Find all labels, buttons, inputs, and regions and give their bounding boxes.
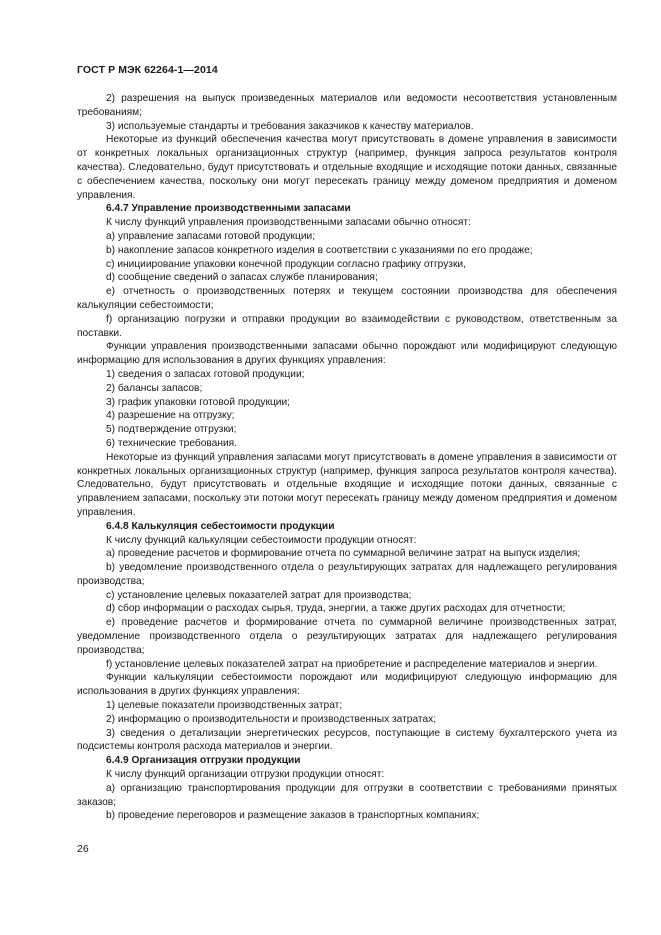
document-header: ГОСТ Р МЭК 62264-1—2014 [77, 64, 218, 76]
document-body [77, 92, 617, 823]
page-number: 26 [77, 843, 89, 855]
paragraph: К числу функций управления производственными запасами обычно относят: [106, 217, 471, 229]
paragraph: a) управление запасами готовой продукции; [106, 230, 316, 242]
paragraph: 4) разрешение на отгрузку; [106, 410, 235, 422]
paragraph: 1) целевые показатели производственных затрат; [106, 700, 343, 712]
paragraph: 3) график упаковки готовой продукции; [106, 396, 291, 408]
paragraph: c) инициирование упаковки конечной продукции согласно графику отгрузки, [106, 258, 466, 270]
paragraph: 3) используемые стандарты и требования заказчиков к качеству материалов. [106, 120, 474, 132]
paragraph: 2) разрешения на выпуск произведенных материалов или ведомости несоответствия установленным требованиям; [77, 93, 617, 118]
paragraph: b) проведение переговоров и размещение заказов в транспортных компаниях; [106, 810, 480, 822]
paragraph: Функции управления производственными запасами обычно порождают или модифицируют следующую информацию для использования в других функциях управления: [77, 341, 617, 367]
paragraph: 2) балансы запасов; [106, 382, 203, 394]
paragraph: e) отчетность о производственных потерях и текущем состоянии производства для обеспечения калькуляции себестоимости; [77, 286, 617, 311]
paragraph: d) сообщение сведений о запасах службе планирования; [106, 272, 378, 284]
paragraph: f) установление целевых показателей затрат на приобретение и распределение материалов и энергии. [106, 658, 598, 670]
paragraph: Некоторые из функций обеспечения качества могут присутствовать в домене управления в зависимости от конкретных локальных организационных структур (например, функция запроса результатов контроля качества). Следовательно, будут присутствовать и отдельные входящие и исходящие потоки данных, связанные с обеспечением качества, поскольку они могут пересекать границу между доменом предприятия и доменом управления. [77, 134, 617, 201]
paragraph: c) установление целевых показателей затрат для производства; [106, 589, 412, 601]
section-heading: 6.4.9 Организация отгрузки продукции [106, 755, 301, 767]
paragraph: Функции калькуляции себестоимости порождают или модифицируют следующую информацию для использования в других функциях управления: [77, 672, 617, 698]
paragraph: e) проведение расчетов и формирование отчета по суммарной величине производственных затрат, уведомление производственного отдела о результирующих затратах для надлежащего регулирования производства; [77, 617, 617, 656]
paragraph: 3) сведения о детализации энергетических ресурсов, поступающие в систему бухгалтерского учета из подсистемы контроля расхода материалов и энергии. [77, 727, 617, 753]
paragraph: 5) подтверждение отгрузки; [106, 424, 237, 436]
paragraph: 6) технические требования. [106, 437, 238, 449]
paragraph: d) сбор информации о расходах сырья, труда, энергии, а также других расходах для отчетности; [106, 603, 566, 615]
paragraph: f) организацию погрузки и отправки продукции во взаимодействии с руководством, ответственным за поставки. [77, 313, 617, 339]
paragraph: К числу функций калькуляции себестоимости продукции относят: [106, 534, 417, 546]
paragraph: 1) сведения о запасах готовой продукции; [106, 368, 305, 380]
paragraph: b) накопление запасов конкретного изделия в соответствии с указаниями по его продаже; [106, 244, 533, 256]
paragraph: Некоторые из функций управления запасами могут присутствовать в домене управления в зависимости от конкретных локальных организационных структур (например, функция запроса результатов контроля качества). Следовательно, будут присутствовать и отдельные входящие и исходящие потоки данных, связанные с управлением запасами, поскольку эти потоки могут пересекать границу между доменом предприятия и доменом управления. [77, 451, 617, 518]
paragraph: 2) информацию о производительности и производственных затратах; [106, 713, 437, 725]
paragraph: a) организацию транспортирования продукции для отгрузки в соответствии с требованиями принятых заказов; [77, 782, 617, 808]
section-heading: 6.4.7 Управление производственными запасами [106, 203, 351, 215]
section-heading: 6.4.8 Калькуляция себестоимости продукции [106, 520, 335, 532]
paragraph: К числу функций организации отгрузки продукции относят: [106, 769, 385, 781]
paragraph: b) уведомление производственного отдела о результирующих затратах для надлежащего регулирования производства; [77, 562, 617, 587]
paragraph: a) проведение расчетов и формирование отчета по суммарной величине затрат на выпуск изделия; [106, 548, 581, 560]
